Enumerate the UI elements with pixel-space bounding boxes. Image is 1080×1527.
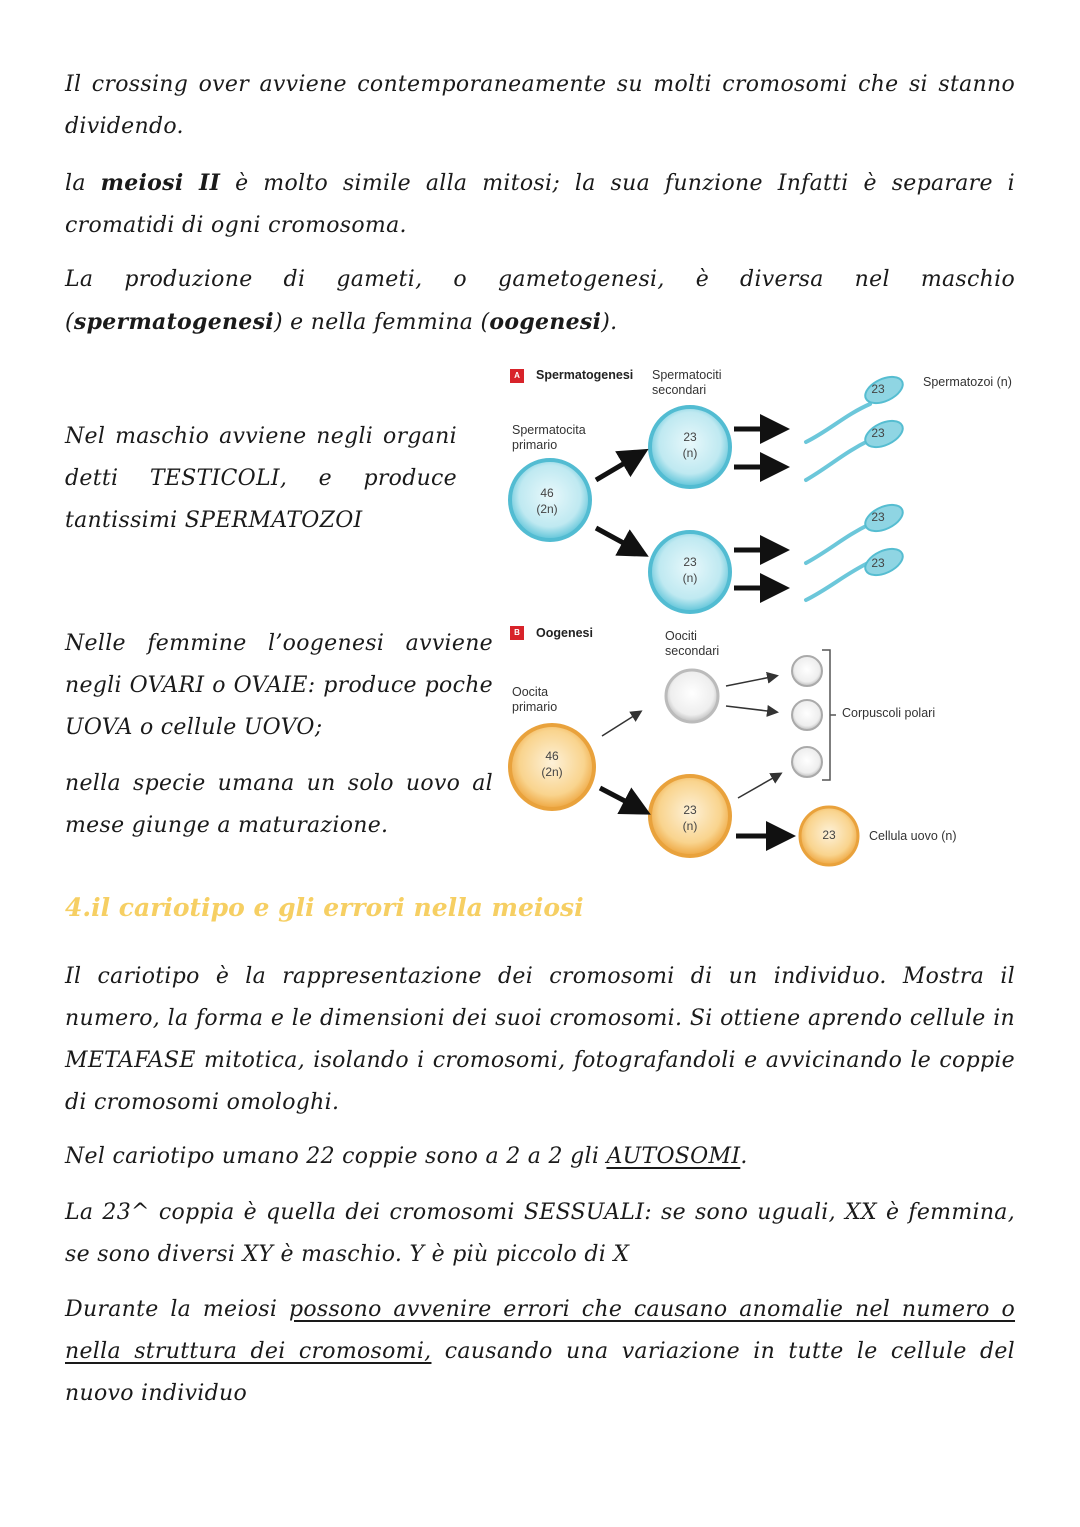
text-span: Nel cariotipo umano 22 coppie sono a 2 a 2 gli <box>65 1144 607 1169</box>
primary-oocyte-ploidy: (2n) <box>541 765 563 779</box>
sperm-3-count: 23 <box>871 510 885 524</box>
bold-term-spermatogenesi: spermatogenesi <box>73 309 274 335</box>
arrow-to-polar-body-3 <box>738 774 780 798</box>
arrow-primary-to-secondary-bottom <box>596 528 640 552</box>
secondary-bottom-count: 23 <box>683 555 697 569</box>
secondary-bottom-ploidy: (n) <box>682 571 698 585</box>
primary-spermatocyte-ploidy: (2n) <box>536 502 558 516</box>
figure-a-sperm-label: Spermatozoi (n) <box>923 375 1012 389</box>
figure-a-primary-label: Spermatocita primario <box>512 423 586 452</box>
paragraph-crossing-over: Il crossing over avviene contemporaneamente su molti cromosomi che si stanno dividendo. <box>65 72 1015 139</box>
paragraph-errori-meiosi <box>65 1289 1015 1415</box>
male-description: Nel maschio avviene negli organi detti TESTICOLI, e produce tantissimi SPERMATOZOI <box>65 424 457 533</box>
text-span: . <box>740 1144 748 1169</box>
secondary-oocyte-count: 23 <box>683 803 697 817</box>
paragraph-cariotipo: Il cariotipo è la rappresentazione dei cromosomi di un individuo. Mostra il numero, la forma e le dimensioni dei suoi cromosomi. Si ottiene aprendo cellule in METAFASE mitotica, isolando i cromosomi, fotografandoli e avvicinando le coppie di cromosomi omologhi. <box>65 964 1015 1115</box>
figure-a-title: Spermatogenesi <box>536 368 634 382</box>
arrow-to-small-oocyte <box>602 712 640 736</box>
underlined-errori: possono avvenire errori che causano anomalie nel numero o nella struttura dei cromosomi, <box>65 1297 1016 1364</box>
polar-body-3 <box>792 747 822 777</box>
sperm-1-count: 23 <box>871 382 885 396</box>
egg-cell-count: 23 <box>822 828 836 842</box>
secondary-oocyte-ploidy: (n) <box>682 819 698 833</box>
secondary-top-count: 23 <box>683 430 697 444</box>
figure-b-secondary-label: Oociti secondari <box>665 629 720 658</box>
paragraph-meiosi-ii <box>65 162 1015 247</box>
text-span: causando una variazione in tutte le cellule del nuovo individuo <box>65 1339 1015 1406</box>
bold-term-meiosi-ii: meiosi II <box>100 170 221 196</box>
arrow-to-polar-body-2 <box>726 706 776 712</box>
secondary-oocyte-small <box>666 670 718 722</box>
bold-term-oogenesi: oogenesi <box>489 309 602 335</box>
sperm-4-count: 23 <box>871 556 885 570</box>
gametogenesis-diagram <box>500 360 1040 880</box>
figure-b-primary-label: Oocita primario <box>512 685 558 714</box>
paragraph-autosomi <box>65 1136 1015 1178</box>
text-span: Durante la meiosi <box>65 1297 289 1322</box>
arrow-primary-to-secondary-top <box>596 454 640 480</box>
figure-a-secondary-label: Spermatociti secondari <box>652 368 722 397</box>
figure-b-egg-label: Cellula uovo (n) <box>869 829 957 843</box>
figure-b-polar-label: Corpuscoli polari <box>842 706 936 720</box>
secondary-top-ploidy: (n) <box>682 446 698 460</box>
section-heading: 4.il cariotipo e gli errori nella meiosi <box>65 893 584 922</box>
paragraph-gametogenesi <box>65 259 1015 344</box>
text-span: La produzione di gameti, o gametogenesi, è diversa nel maschio ( <box>65 267 1015 335</box>
figure-b-badge: B <box>510 626 524 640</box>
underlined-autosomi: AUTOSOMI <box>606 1144 741 1169</box>
primary-spermatocyte-count: 46 <box>540 486 554 500</box>
text-span: ). <box>601 310 618 335</box>
female-maturation: nella specie umana un solo uovo al mese giunge a maturazione. <box>65 771 493 838</box>
sperm-2-count: 23 <box>871 426 885 440</box>
arrow-to-polar-body-1 <box>726 676 776 686</box>
primary-oocyte-count: 46 <box>545 749 559 763</box>
figure-b-title: Oogenesi <box>536 626 593 640</box>
paragraph-cromosomi-sessuali: La 23^ coppia è quella dei cromosomi SESSUALI: se sono uguali, XX è femmina, se sono diversi XY è maschio. Y è più piccolo di X <box>65 1200 1015 1267</box>
text-span: la <box>65 171 101 196</box>
figure-a-badge: A <box>510 369 524 383</box>
polar-body-2 <box>792 700 822 730</box>
text-span: ) e nella femmina ( <box>273 310 490 335</box>
polar-bodies-bracket <box>822 650 836 780</box>
female-description: Nelle femmine l’oogenesi avviene negli OVARI o OVAIE: produce poche UOVA o cellule UOVO; <box>65 631 493 740</box>
arrow-to-large-oocyte <box>600 788 642 810</box>
text-span: è molto simile alla mitosi; la sua funzione Infatti è separare i cromatidi di ogni cromosoma. <box>65 171 1016 238</box>
polar-body-1 <box>792 656 822 686</box>
